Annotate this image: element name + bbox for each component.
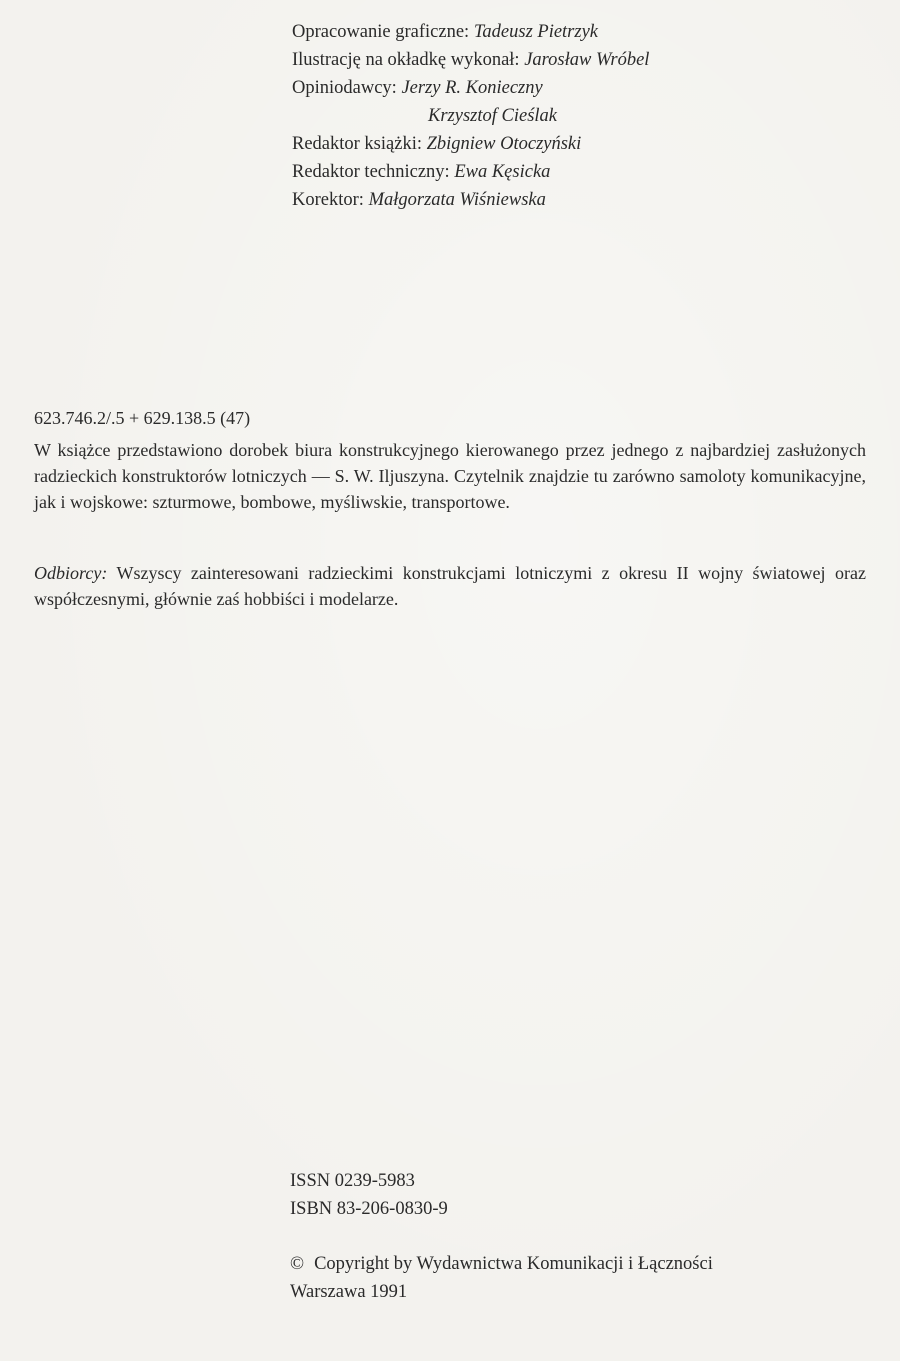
credit-name: Zbigniew Otoczyński — [426, 134, 582, 154]
audience-text: Wszyscy zainteresowani radzieckimi konstrukcjami lotniczymi z okresu II wojny światowej oraz współczesnymi, głównie zaś hobbiści i modelarze. — [34, 563, 866, 609]
identifiers-block — [290, 1167, 448, 1223]
credit-label: Opiniodawcy: — [292, 78, 397, 98]
credit-label: Korektor: — [292, 190, 364, 210]
target-audience — [34, 560, 866, 612]
credit-label: Redaktor książki: — [292, 134, 422, 154]
publication-place-year: Warszawa 1991 — [290, 1282, 408, 1302]
credit-name: Tadeusz Pietrzyk — [473, 22, 599, 42]
copyright-line — [290, 1250, 713, 1278]
credit-name: Ewa Kęsicka — [454, 162, 551, 182]
credit-name: Małgorzata Wiśniewska — [368, 190, 546, 210]
audience-label: Odbiorcy: — [34, 563, 108, 583]
credit-label: Ilustrację na okładkę wykonał: — [292, 50, 520, 70]
credit-graphic-design — [292, 18, 649, 46]
credit-name: Jerzy R. Konieczny — [401, 78, 543, 98]
credit-reviewer-second — [292, 102, 649, 130]
udc-classification: 623.746.2/.5 + 629.138.5 (47) — [34, 408, 251, 428]
credit-cover-illustration — [292, 46, 649, 74]
issn-number: ISSN 0239-5983 — [290, 1171, 415, 1191]
credit-proofreader — [292, 186, 649, 214]
copyright-text: Copyright by Wydawnictwa Komunikacji i Łączności — [314, 1254, 713, 1274]
credit-name: Jarosław Wróbel — [524, 50, 650, 70]
book-description: W książce przedstawiono dorobek biura konstrukcyjnego kierowanego przez jednego z najbardziej zasłużonych radzieckich konstruktorów lotniczych — S. W. Iljuszyna. Czytelnik znajdzie tu zarówno samoloty komunikacyjne, jak i wojskowe: szturmowe, bombowe, myśliwskie, transportowe. — [34, 440, 866, 512]
credit-book-editor — [292, 130, 649, 158]
copyright-symbol: © — [290, 1254, 305, 1274]
isbn-number: ISBN 83-206-0830-9 — [290, 1199, 448, 1219]
credit-reviewers — [292, 74, 649, 102]
credit-label: Opracowanie graficzne: — [292, 22, 470, 42]
credit-label: Redaktor techniczny: — [292, 162, 450, 182]
credits-block — [292, 18, 649, 214]
copyright-block — [290, 1250, 713, 1306]
credit-technical-editor — [292, 158, 649, 186]
credit-name: Krzysztof Cieślak — [428, 106, 557, 126]
